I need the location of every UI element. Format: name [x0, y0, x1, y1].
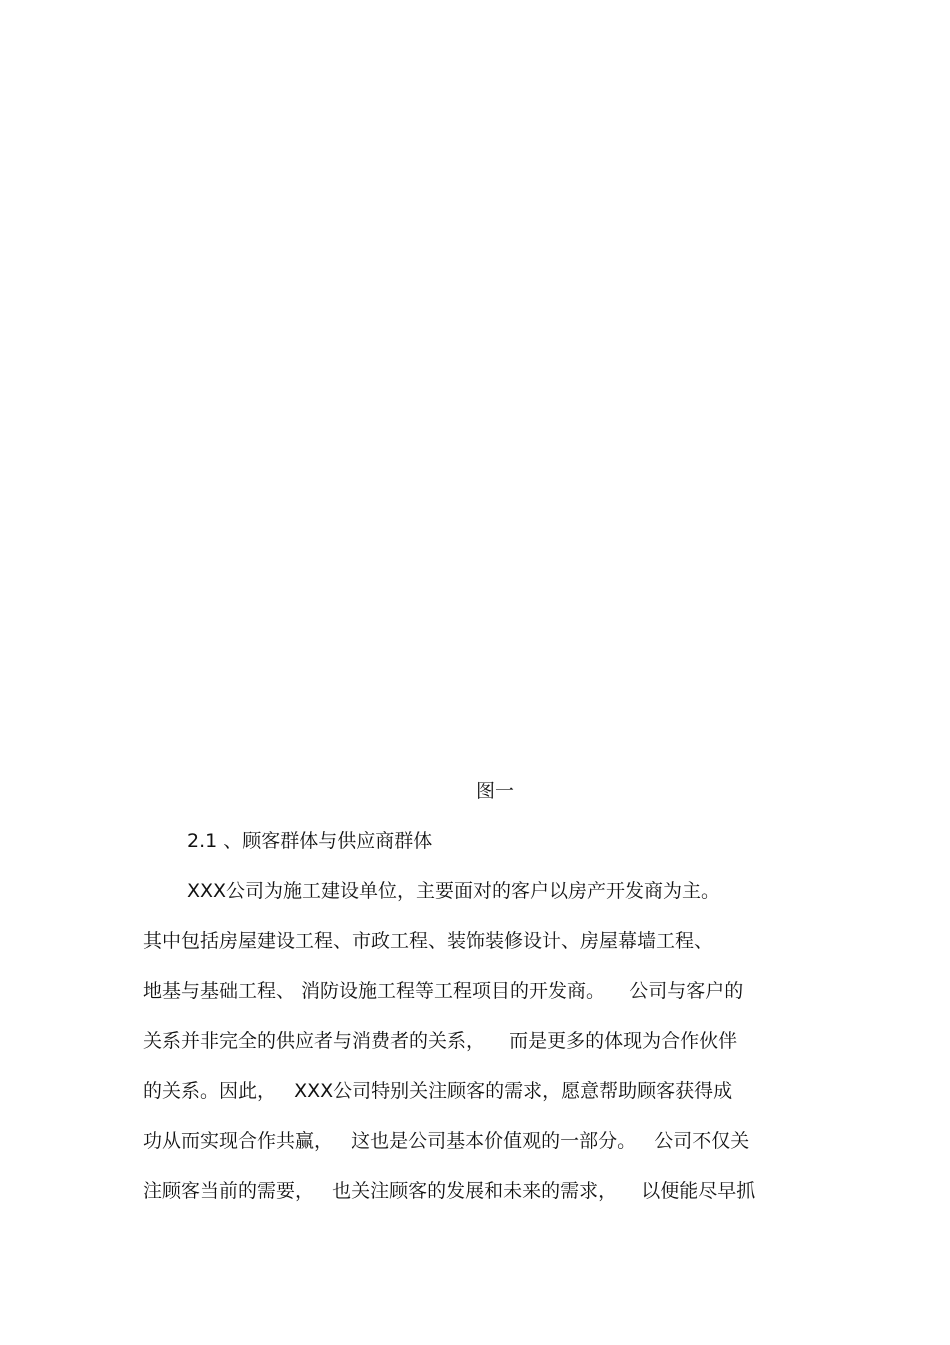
paragraph-line: 的关系。因此， XXX公司特别关注顾客的需求，愿意帮助顾客获得成: [143, 1080, 733, 1102]
paragraph-line: 注顾客当前的需要， 也关注顾客的发展和未来的需求， 以便能尽早抓: [143, 1180, 756, 1202]
paragraph-line: 功从而实现合作共赢， 这也是公司基本价值观的一部分。 公司不仅关: [143, 1130, 750, 1152]
paragraph-line: 其中包括房屋建设工程、市政工程、装饰装修设计、房屋幕墙工程、: [143, 930, 714, 952]
figure-caption: 图一: [475, 780, 514, 802]
paragraph-line: 地基与基础工程、 消防设施工程等工程项目的开发商。 公司与客户的: [143, 980, 744, 1002]
figure-placeholder: [140, 60, 810, 750]
paragraph-line: 关系并非完全的供应者与消费者的关系， 而是更多的体现为合作伙伴: [143, 1030, 738, 1052]
paragraph-line: XXX公司为施工建设单位，主要面对的客户以房产开发商为主。: [187, 880, 721, 902]
section-heading: 2.1 、顾客群体与供应商群体: [187, 830, 433, 852]
